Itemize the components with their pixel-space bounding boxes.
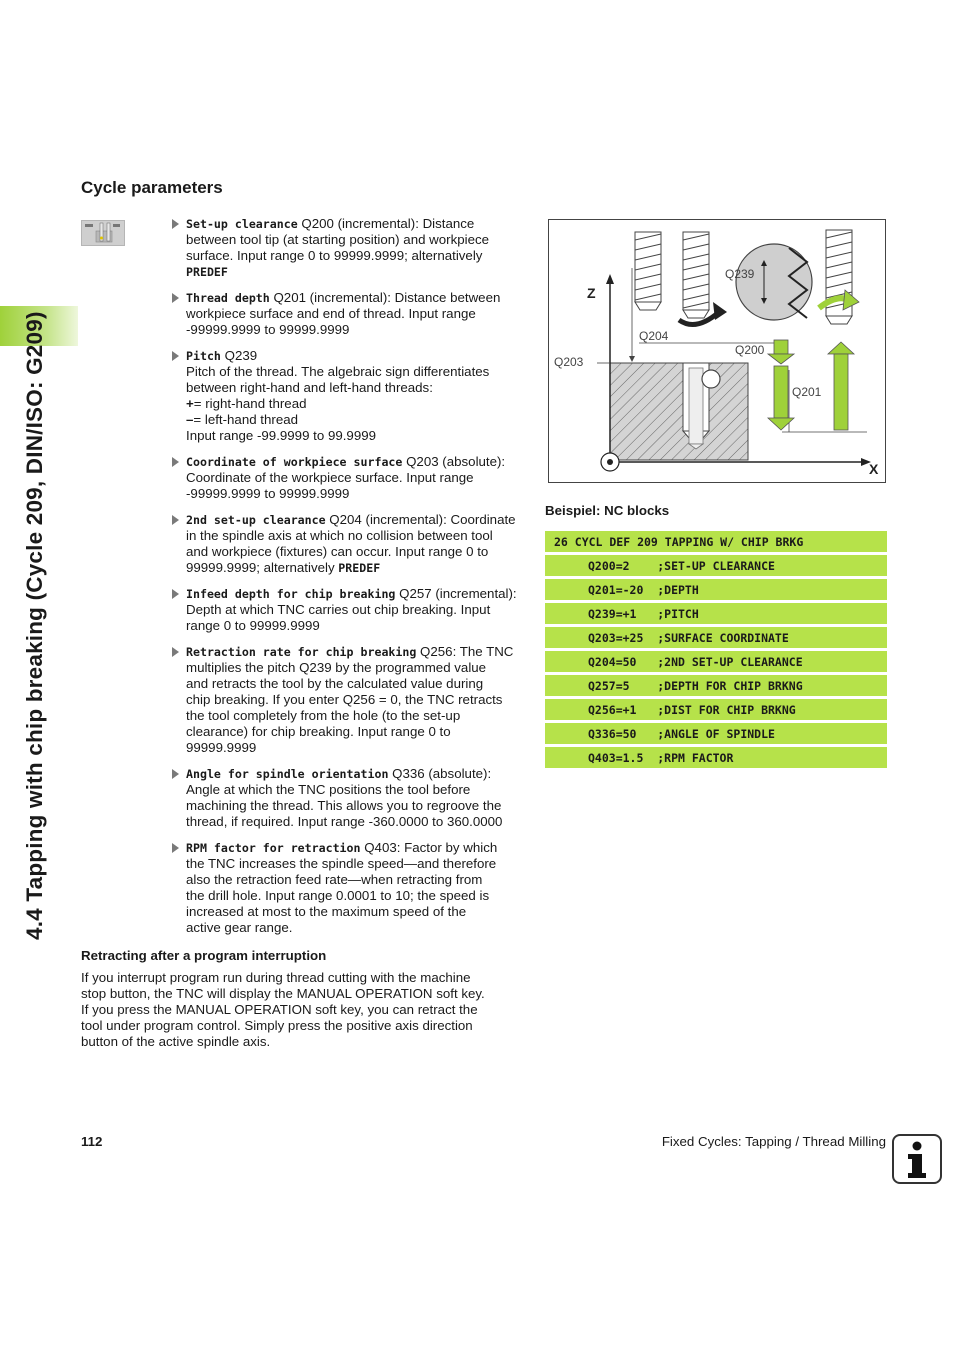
param-text: 99999.9999; alternatively	[186, 560, 339, 575]
inline-code: PREDEF	[186, 265, 228, 279]
bullet-arrow-icon	[172, 589, 179, 599]
param-name: Angle for spindle orientation	[186, 767, 389, 781]
param-text: = right-hand thread	[193, 396, 307, 411]
param-text: Q204 (incremental): Coordinate	[325, 512, 516, 527]
info-icon	[892, 1134, 942, 1184]
tap-tool-1	[635, 232, 661, 310]
param-text: in the spindle axis at which no collision between tool	[186, 528, 493, 543]
bullet-arrow-icon	[172, 769, 179, 779]
param-text: range 0 to 99999.9999	[186, 618, 320, 633]
param-text: Q201 (incremental): Distance between	[269, 290, 501, 305]
retract-line: button of the active spindle axis.	[81, 1034, 271, 1049]
q201-arrow	[768, 366, 794, 430]
param-text: Q336 (absolute):	[388, 766, 492, 781]
nc-block-row: 26 CYCL DEF 209 TAPPING W/ CHIP BRKG	[545, 531, 887, 552]
param-text: Coordinate of the workpiece surface. Input range	[186, 470, 474, 485]
param-text: increased at most to the maximum speed of the	[186, 904, 467, 919]
param-text: chip breaking. If you enter Q256 = 0, the TNC retracts	[186, 692, 503, 707]
param-text: the TNC increases the spindle speed—and therefore	[186, 856, 497, 871]
param-text: –	[186, 412, 194, 427]
label-q239: Q239	[725, 267, 755, 281]
bullet-arrow-icon	[172, 457, 179, 467]
nc-block-row: Q239=+1 ;PITCH	[545, 603, 887, 624]
param-name: Set-up clearance	[186, 217, 298, 231]
param-text: workpiece surface and end of thread. Input range	[186, 306, 476, 321]
param-text: multiplies the pitch Q239 by the programmed value	[186, 660, 487, 675]
param-item	[172, 348, 528, 444]
param-item	[172, 290, 528, 338]
param-text: between tool tip (at starting position) and workpiece	[186, 232, 490, 247]
param-name: Coordinate of workpiece surface	[186, 455, 403, 469]
param-text: Q239	[220, 348, 258, 363]
param-item	[172, 216, 528, 280]
param-name: Retraction rate for chip breaking	[186, 645, 417, 659]
example-title: Beispiel: NC blocks	[545, 503, 670, 518]
param-text: machining the thread. This allows you to regroove the	[186, 798, 502, 813]
param-item	[172, 840, 528, 936]
param-text: -99999.9999 to 99999.9999	[186, 322, 350, 337]
param-text: Depth at which TNC carries out chip breaking. Input	[186, 602, 491, 617]
cycle-diagram-svg	[549, 220, 885, 482]
retract-line: stop button, the TNC will display the MANUAL OPERATION soft key.	[81, 986, 485, 1001]
cycle-parameter-list	[172, 216, 528, 946]
param-text: surface. Input range 0 to 99999.9999; alternatively	[186, 248, 483, 263]
retract-arrow	[828, 342, 854, 430]
param-text: Q256: The TNC	[416, 644, 514, 659]
bullet-arrow-icon	[172, 843, 179, 853]
bullet-arrow-icon	[172, 219, 179, 229]
nc-block-row: Q200=2 ;SET-UP CLEARANCE	[545, 555, 887, 576]
nc-block-row: Q257=5 ;DEPTH FOR CHIP BRKNG	[545, 675, 887, 696]
param-text: and retracts the tool by the calculated value during	[186, 676, 484, 691]
param-text: clearance) for chip breaking. Input range 0 to	[186, 724, 451, 739]
param-name: Thread depth	[186, 291, 270, 305]
inline-code: PREDEF	[338, 561, 381, 575]
page-number: 112	[81, 1134, 103, 1149]
param-name: 2nd set-up clearance	[186, 513, 326, 527]
param-text: +	[186, 396, 194, 411]
retract-heading: Retracting after a program interruption	[81, 948, 327, 963]
sidebar	[0, 0, 78, 1350]
param-text: = left-hand thread	[193, 412, 299, 427]
chapter-title: 4.4 Tapping with chip breaking (Cycle 209, DIN/ISO: G209)	[22, 311, 47, 941]
param-name: Pitch	[186, 349, 221, 363]
param-text: and workpiece (fixtures) can occur. Input range 0 to	[186, 544, 489, 559]
tap-tool-3	[819, 230, 859, 324]
retract-line: If you interrupt program run during thread cutting with the machine	[81, 970, 471, 985]
cycle-diagram	[548, 219, 886, 483]
param-item	[172, 586, 528, 634]
nc-blocks-list	[545, 531, 887, 771]
param-text: between right-hand and left-hand threads:	[186, 380, 433, 395]
label-q203: Q203	[554, 355, 584, 369]
retract-line: If you press the MANUAL OPERATION soft key, you can retract the	[81, 1002, 478, 1017]
param-text: Q200 (incremental): Distance	[297, 216, 475, 231]
nc-block-row: Q336=50 ;ANGLE OF SPINDLE	[545, 723, 887, 744]
param-text: active gear range.	[186, 920, 293, 935]
footer-chapter-title: Fixed Cycles: Tapping / Thread Milling	[661, 1134, 886, 1149]
nc-block-row: Q403=1.5 ;RPM FACTOR	[545, 747, 887, 768]
cycle-209-icon	[81, 220, 125, 246]
param-name: Infeed depth for chip breaking	[186, 587, 396, 601]
bullet-arrow-icon	[172, 515, 179, 525]
nc-block-row: Q204=50 ;2ND SET-UP CLEARANCE	[545, 651, 887, 672]
nc-block-row: Q203=+25 ;SURFACE COORDINATE	[545, 627, 887, 648]
param-text: also the retraction feed rate—when retracting from	[186, 872, 483, 887]
param-text: -99999.9999 to 99999.9999	[186, 486, 350, 501]
bullet-arrow-icon	[172, 293, 179, 303]
bullet-arrow-icon	[172, 351, 179, 361]
param-item	[172, 766, 528, 830]
param-text: the drill hole. Input range 0.0001 to 10; the speed is	[186, 888, 490, 903]
param-text: Q203 (absolute):	[402, 454, 506, 469]
label-q201: Q201	[792, 385, 822, 399]
param-text: 99999.9999	[186, 740, 257, 755]
retract-line: tool under program control. Simply press the positive axis direction	[81, 1018, 473, 1033]
nc-block-row: Q201=-20 ;DEPTH	[545, 579, 887, 600]
label-q204: Q204	[639, 329, 669, 343]
retract-paragraph	[81, 970, 527, 1050]
section-title: Cycle parameters	[81, 178, 223, 197]
param-text: Q403: Factor by which	[360, 840, 498, 855]
param-text: the tool completely from the hole (to the set-up	[186, 708, 461, 723]
label-x-axis: X	[869, 461, 879, 477]
param-item	[172, 644, 528, 756]
param-item	[172, 512, 528, 576]
param-text: Angle at which the TNC positions the tool before	[186, 782, 471, 797]
param-item	[172, 454, 528, 502]
nc-block-row: Q256=+1 ;DIST FOR CHIP BRKNG	[545, 699, 887, 720]
q200-arrow	[768, 340, 794, 364]
bullet-arrow-icon	[172, 647, 179, 657]
param-name: RPM factor for retraction	[186, 841, 361, 855]
label-z-axis: Z	[587, 285, 596, 301]
param-text: Q257 (incremental):	[395, 586, 517, 601]
pitch-detail-circle	[736, 244, 812, 320]
param-text: thread, if required. Input range -360.0000 to 360.0000	[186, 814, 503, 829]
label-q200: Q200	[735, 343, 765, 357]
param-text: Pitch of the thread. The algebraic sign differentiates	[186, 364, 490, 379]
param-text: Input range -99.9999 to 99.9999	[186, 428, 377, 443]
